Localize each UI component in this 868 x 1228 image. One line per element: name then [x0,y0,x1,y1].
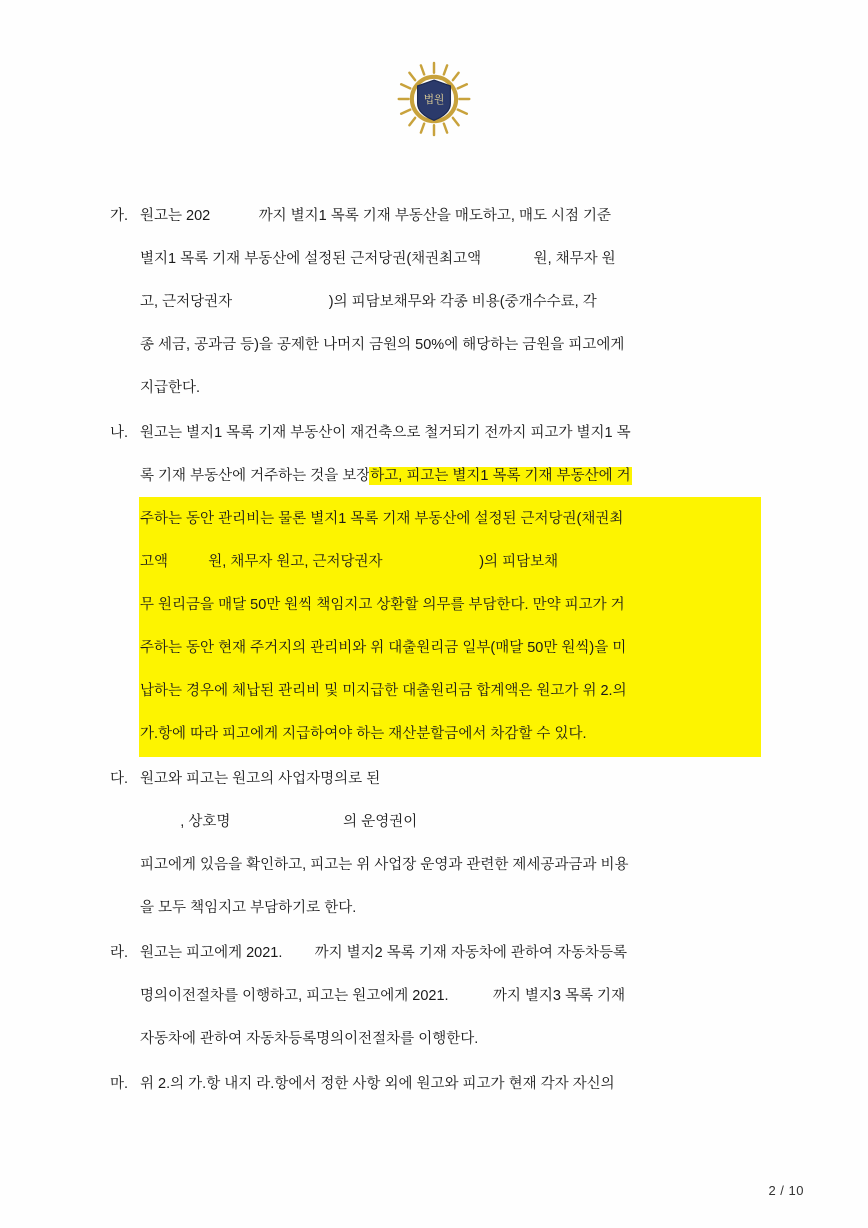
emblem-container [0,58,868,140]
clause-line-highlighted: 무 원리금을 매달 50만 원씩 책임지고 상환할 의무를 부담한다. 만약 피고가 거 [140,584,760,627]
clause-line: 원고는 202 까지 별지1 목록 기재 부동산을 매도하고, 매도 시점 기준 [140,208,612,224]
court-emblem-icon [393,58,475,140]
clause-da [110,758,760,930]
clause-line: 지급한다. [140,380,201,396]
clause-line: 을 모두 책임지고 부담하기로 한다. [140,900,357,916]
clause-line-highlighted-partial: 록 기재 부동산에 거주하는 것을 보장하고, 피고는 별지1 목록 기재 부동산에 거 [140,468,631,484]
clause-marker-na: 나. [110,425,129,441]
clause-line: 원고와 피고는 원고의 사업자명의로 된 [140,771,381,787]
clause-line-highlighted: 주하는 동안 관리비는 물론 별지1 목록 기재 부동산에 설정된 근저당권(채권최 [140,498,760,541]
clause-line: 종 세금, 공과금 등)을 공제한 나머지 금원의 50%에 해당하는 금원을 피고에게 [140,337,625,353]
clause-text-ga [140,195,760,410]
clause-text-ra [140,932,760,1061]
clause-text-da [140,758,760,930]
clause-ga [110,195,760,410]
clause-line-highlighted: 고액 원, 채무자 원고, 근저당권자 )의 피담보채 [140,541,760,584]
clause-na [110,412,760,756]
clause-text-na [140,412,760,756]
clause-line: 고, 근저당권자 )의 피담보채무와 각종 비용(중개수수료, 각 [140,294,597,310]
clause-line: 위 2.의 가.항 내지 라.항에서 정한 사항 외에 원고와 피고가 현재 각자 자신의 [140,1076,615,1092]
clause-line-highlighted: 납하는 경우에 체납된 관리비 및 미지급한 대출원리금 합계액은 원고가 위 2.의 [140,670,760,713]
clause-line: 별지1 목록 기재 부동산에 설정된 근저당권(채권최고액 원, 채무자 원 [140,251,616,267]
clause-marker-da: 다. [110,771,129,787]
clause-line: 원고는 피고에게 2021. 까지 별지2 목록 기재 자동차에 관하여 자동차등록 [140,945,627,961]
clause-line: 피고에게 있음을 확인하고, 피고는 위 사업장 운영과 관련한 제세공과금과 비용 [140,857,629,873]
clause-marker-ga: 가. [110,208,129,224]
clause-ra [110,932,760,1061]
emblem-center-text: 법원 [423,94,445,107]
clause-ma [110,1063,760,1106]
clause-line: 원고는 별지1 목록 기재 부동산이 재건축으로 철거되기 전까지 피고가 별지1 목 [140,425,631,441]
clause-line: , 상호명 의 운영권이 [140,814,418,830]
clause-text-ma [140,1063,760,1106]
clause-line: 자동차에 관하여 자동차등록명의이전절차를 이행한다. [140,1031,479,1047]
clause-line: 명의이전절차를 이행하고, 피고는 원고에게 2021. 까지 별지3 목록 기재 [140,988,626,1004]
clause-line-highlighted: 가.항에 따라 피고에게 지급하여야 하는 재산분할금에서 차감할 수 있다. [140,713,760,756]
clause-marker-ma: 마. [110,1076,129,1092]
document-body [110,195,760,1108]
clause-marker-ra: 라. [110,945,129,961]
clause-line-highlighted: 주하는 동안 현재 주거지의 관리비와 위 대출원리금 일부(매달 50만 원씩)을 미 [140,627,760,670]
page-number: 2 / 10 [768,1183,804,1198]
